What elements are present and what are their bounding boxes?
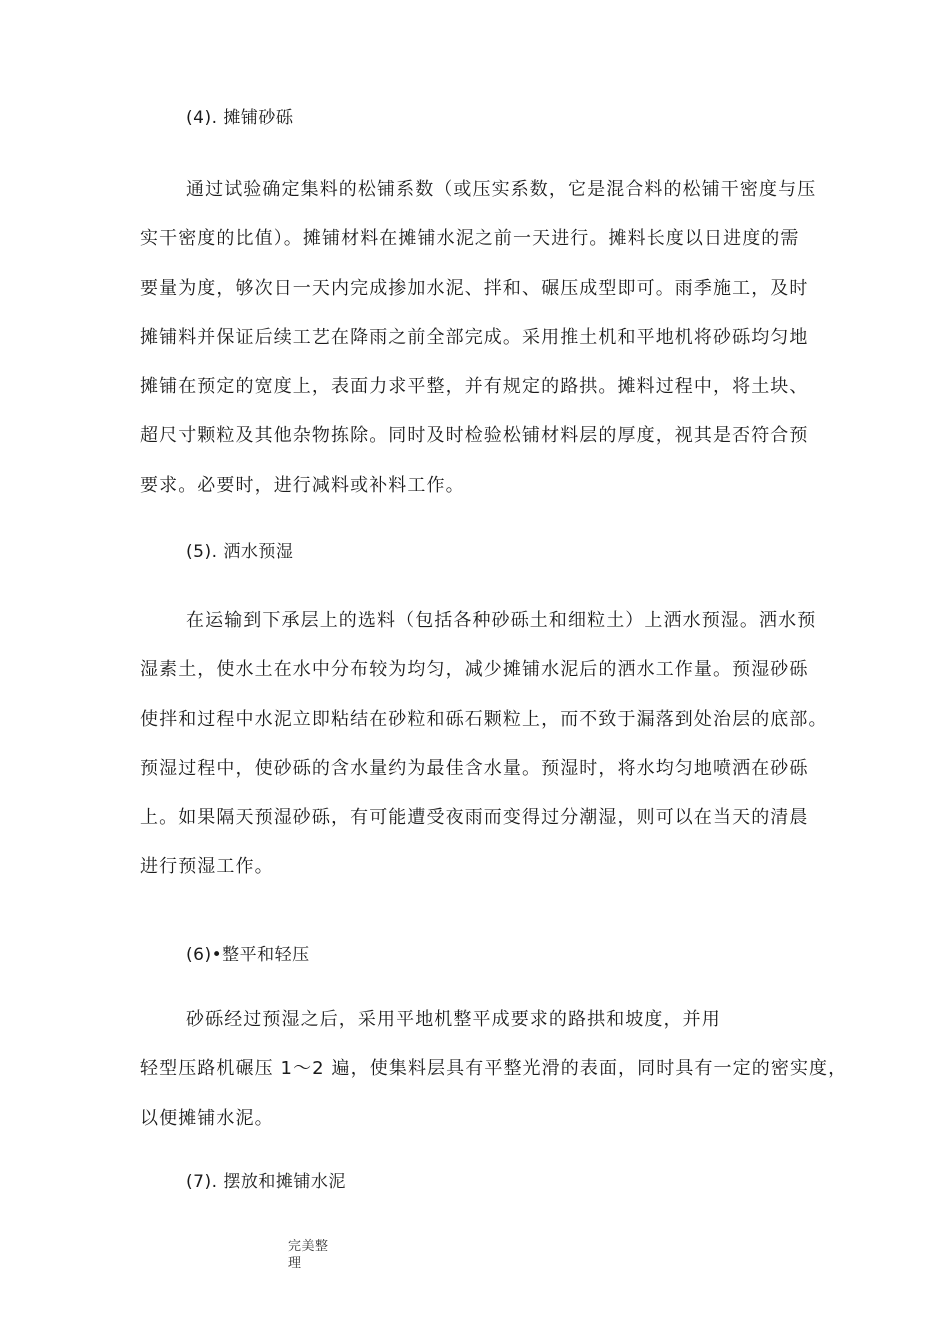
section-paragraph-6 bbox=[140, 995, 848, 1143]
section-paragraph-4 bbox=[140, 165, 830, 510]
paragraph-line: 摊铺在预定的宽度上，表面力求平整，并有规定的路拱。摊料过程中，将土块、 bbox=[140, 376, 809, 398]
paragraph-line: 砂砾经过预湿之后，采用平地机整平成要求的路拱和坡度，并用 bbox=[186, 1009, 721, 1030]
section-heading-6: (6)•整平和轻压 bbox=[186, 945, 310, 965]
paragraph-line: 使拌和过程中水泥立即粘结在砂粒和砾石颗粒上，而不致于漏落到处治层的底部。 bbox=[140, 708, 828, 730]
paragraph-line: 预湿过程中，使砂砾的含水量约为最佳含水量。预湿时，将水均匀地喷洒在砂砾 bbox=[140, 757, 809, 779]
paragraph-line: 湿素土，使水土在水中分布较为均匀，减少摊铺水泥后的洒水工作量。预湿砂砾 bbox=[140, 659, 809, 681]
paragraph-line: 通过试验确定集料的松铺系数（或压实系数，它是混合料的松铺干密度与压 bbox=[186, 179, 817, 200]
paragraph-line: 以便摊铺水泥。 bbox=[140, 1107, 274, 1129]
paragraph-line: 进行预湿工作。 bbox=[140, 856, 274, 878]
paragraph-line: 在运输到下承层上的选料（包括各种砂砾土和细粒土）上洒水预湿。洒水预 bbox=[186, 610, 817, 631]
footer-line: 理 bbox=[288, 1256, 302, 1271]
paragraph-line: 实干密度的比值）。摊铺材料在摊铺水泥之前一天进行。摊料长度以日进度的需 bbox=[140, 228, 800, 250]
paragraph-line: 摊铺料并保证后续工艺在降雨之前全部完成。采用推土机和平地机将砂砾均匀地 bbox=[140, 326, 809, 348]
section-heading-7: (7). 摆放和摊铺水泥 bbox=[186, 1172, 346, 1192]
paragraph-line: 超尺寸颗粒及其他杂物拣除。同时及时检验松铺材料层的厚度，视其是否符合预 bbox=[140, 425, 809, 447]
section-heading-4: (4). 摊铺砂砾 bbox=[186, 108, 294, 128]
page-footer bbox=[288, 1238, 329, 1272]
paragraph-line: 上。如果隔天预湿砂砾，有可能遭受夜雨而变得过分潮湿，则可以在当天的清晨 bbox=[140, 807, 809, 829]
paragraph-line: 轻型压路机碾压 1〜2 遍，使集料层具有平整光滑的表面，同时具有一定的密实度， bbox=[140, 1058, 848, 1080]
paragraph-line: 要量为度，够次日一天内完成掺加水泥、拌和、碾压成型即可。雨季施工，及时 bbox=[140, 277, 809, 299]
footer-line: 完美整 bbox=[288, 1239, 329, 1254]
section-paragraph-5 bbox=[140, 596, 830, 892]
paragraph-line: 要求。必要时，进行减料或补料工作。 bbox=[140, 474, 465, 496]
section-heading-5: (5). 洒水预湿 bbox=[186, 542, 294, 562]
